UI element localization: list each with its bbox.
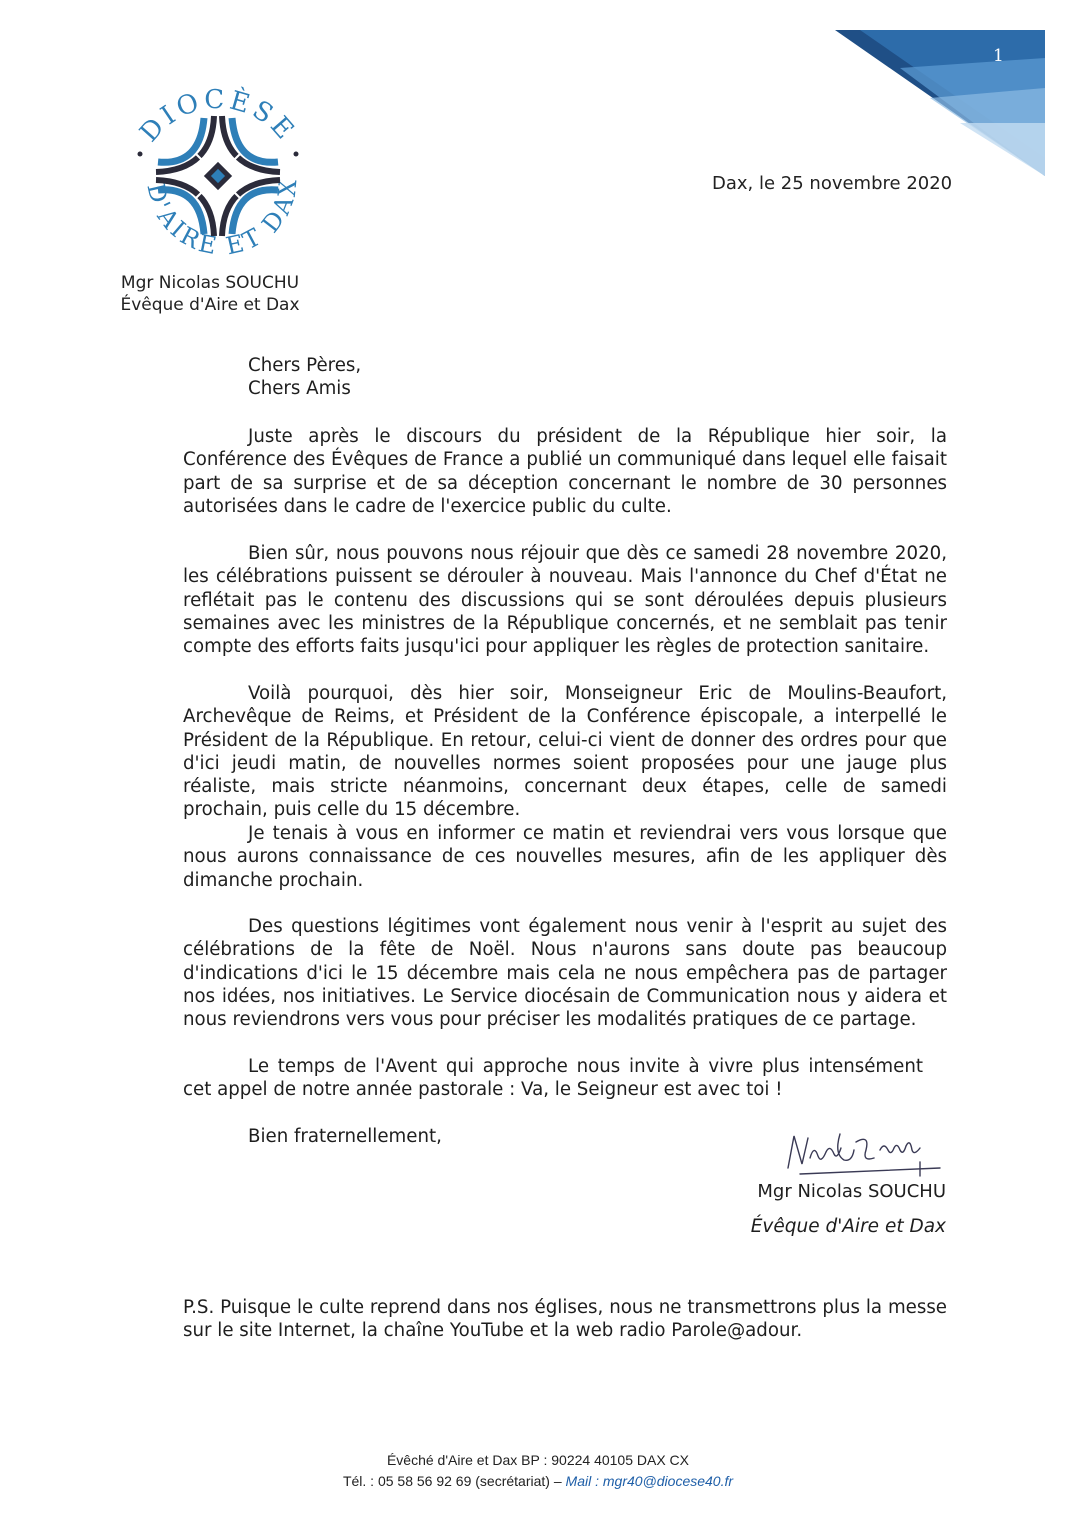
paragraph-5: Des questions légitimes vont également nous venir à l'esprit au sujet des célébrations de la fête de Noël. Nous n'aurons sans doute pas beaucoup d'indications d'ici le 15 décembre mais cela ne nous empêchera pas de partager nos idées, nos initiatives. Le Service diocésain de Communication nous y aidera et nous reviendrons vers vous pour préciser les modalités pratiques de ce partage. bbox=[183, 916, 947, 1031]
svg-text:D'AIRE ET DAX: D'AIRE ET DAX bbox=[141, 175, 303, 261]
paragraph-2: Bien sûr, nous pouvons nous réjouir que dès ce samedi 28 novembre 2020, les célébrations puissent se dérouler à nouveau. Mais l'annonce du Chef d'État ne reflétait pas le contenu des discussions qui se sont déroulées depuis plusieurs semaines avec les ministres de la République concernés, et ne semblait pas tenir compte des efforts faits jusqu'ici pour appliquer les règles de protection sanitaire. bbox=[183, 543, 947, 658]
paragraph-1: Juste après le discours du président de la République hier soir, la Conférence des Évêques de France a publié un communiqué dans lequel elle faisait part de sa surprise et de sa déception concernant le nombre de 30 personnes autorisées dans le cadre de l'exercice public du culte. bbox=[183, 426, 947, 517]
salutation-line-2: Chers Amis bbox=[248, 378, 351, 400]
diocese-logo bbox=[118, 76, 318, 276]
paragraph-3: Voilà pourquoi, dès hier soir, Monseigneur Eric de Moulins-Beaufort, Archevêque de Reims, et Président de la Conférence épiscopale, a interpellé le Président de la République. En retour, celui-ci vient de donner des ordres pour que d'ici jeudi matin, de nouvelles normes soient proposées pour une jauge plus réaliste, mais stricte néanmoins, concernant deux étapes, celle de samedi prochain, puis celle du 15 décembre. bbox=[183, 683, 947, 821]
sender-block bbox=[110, 272, 310, 316]
corner-decoration bbox=[830, 28, 1050, 178]
svg-text:DIOCÈSE: DIOCÈSE bbox=[134, 84, 302, 149]
signature-title: Évêque d'Aire et Dax bbox=[750, 1216, 946, 1237]
footer-phone: Tél. : 05 58 56 92 69 (secrétariat) – bbox=[342, 1473, 562, 1489]
sender-title: Évêque d'Aire et Dax bbox=[120, 295, 300, 315]
signature-name: Mgr Nicolas SOUCHU bbox=[757, 1181, 946, 1202]
handwritten-signature bbox=[780, 1128, 950, 1188]
postscript: P.S. Puisque le culte reprend dans nos églises, nous ne transmettrons plus la messe sur le site Internet, la chaîne YouTube et la web radio Parole@adour. bbox=[183, 1297, 947, 1342]
sender-name: Mgr Nicolas SOUCHU bbox=[120, 273, 300, 293]
footer-contact bbox=[0, 1473, 1076, 1489]
salutation bbox=[248, 354, 548, 401]
paragraph-4: Je tenais à vous en informer ce matin et reviendrai vers vous lorsque que nous aurons connaissance de ces nouvelles mesures, afin de les appliquer dès dimanche prochain. bbox=[183, 823, 947, 891]
paragraph-6: Le temps de l'Avent qui approche nous invite à vivre plus intensément cet appel de notre année pastorale : Va, le Seigneur est avec toi ! bbox=[183, 1056, 923, 1101]
closing: Bien fraternellement, bbox=[248, 1126, 442, 1147]
footer-mail-label: Mail : bbox=[565, 1473, 599, 1489]
page-number: 1 bbox=[993, 46, 1004, 66]
footer-mail-link[interactable]: mgr40@diocese40.fr bbox=[602, 1473, 734, 1489]
salutation-line-1: Chers Pères, bbox=[248, 355, 362, 376]
place-date: Dax, le 25 novembre 2020 bbox=[712, 173, 953, 194]
footer-address: Évêché d'Aire et Dax BP : 90224 40105 DAX CX bbox=[386, 1452, 690, 1468]
